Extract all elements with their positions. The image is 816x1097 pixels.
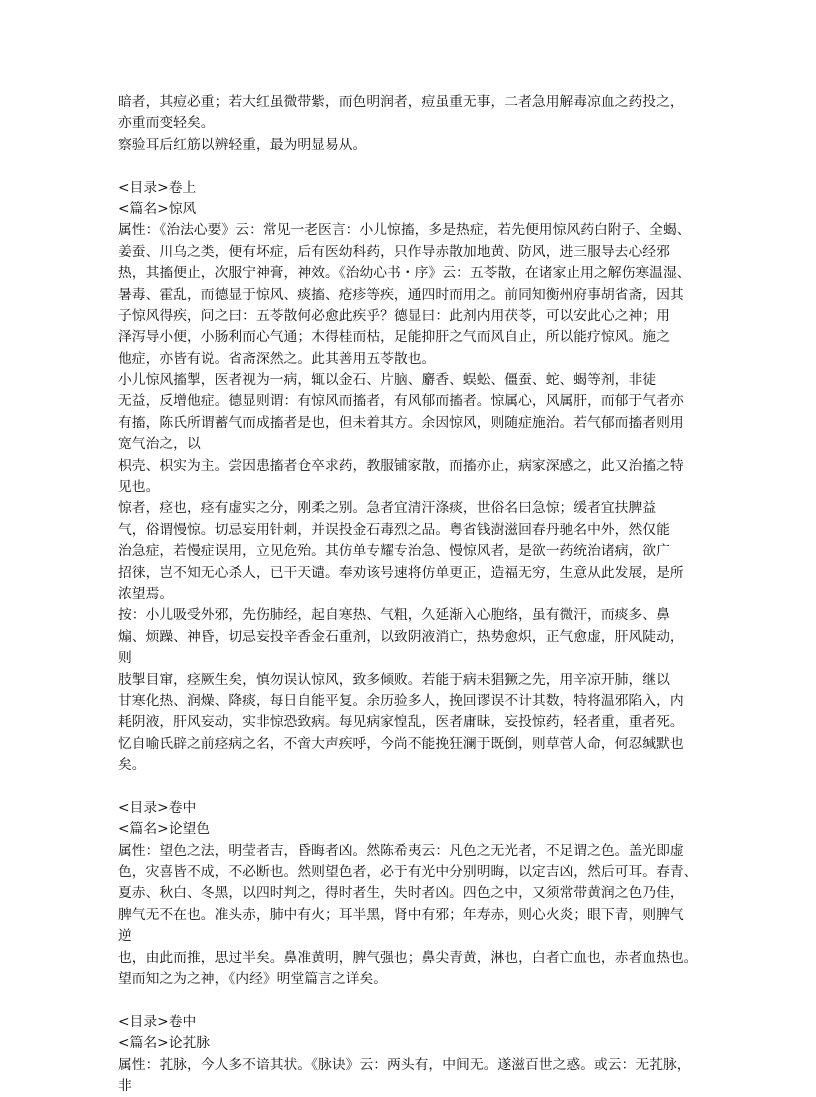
text-line: 脾气无不在也。准头赤，肺中有火；耳半黑，肾中有邪；年寿赤，则心火炎；眼下青，则脾气 — [118, 906, 684, 923]
text-section — [118, 178, 700, 777]
text-line: 忆自喻氏辟之前痉病之名，不啻大声疾呼，今尚不能挽狂澜于既倒，则草菅人命，何忍缄默也 — [118, 735, 684, 752]
text-line: 甘寒化热、润燥、降痰，每日自能平复。余历验多人，挽回谬误不计其数，特将温邪陷入，内 — [118, 692, 684, 709]
text-line: 枳壳、枳实为主。尝因患搐者仓卒求药，教服铺家散，而搐亦止，病家深感之，此又治搐之特 — [118, 457, 684, 474]
text-line: 色，灾喜皆不成，不必断也。然则望色者，必于有光中分别明晦，以定吉凶，然后可耳。春青、 — [118, 864, 698, 881]
text-line: 逆 — [118, 928, 132, 945]
text-line: 治急症，若慢症误用，立见危殆。其仿单专耀专治急、慢惊风者，是欲一药统治诸病，欲广 — [118, 543, 670, 560]
text-line: 望而知之为之神，《内经》明堂篇言之详矣。 — [118, 971, 388, 988]
text-line: <篇名>论芤脉 — [118, 1035, 211, 1052]
text-line: 非 — [118, 1077, 132, 1094]
text-line: 也，由此而推，思过半矣。鼻准黄明，脾气强也；鼻尖青黄，淋也，白者亡血也，赤者血热也。 — [118, 949, 698, 966]
text-section — [118, 798, 700, 991]
text-line: <目录>卷上 — [118, 179, 197, 196]
text-line: 按：小儿吸受外邪，先伤肺经，起自寒热、气粗，久延渐入心胞络，虽有微汗，而痰多、鼻 — [118, 607, 670, 624]
text-line: <目录>卷中 — [118, 799, 197, 816]
text-line: 有搐，陈氏所谓蓄气而成搐者是也，但未着其方。余因惊风，则随症施治。若气郁而搐者则用 — [118, 414, 684, 431]
text-line: 耗阴液，肝风妄动，实非惊恐致病。每见病家惶乱，医者庸昧，妄投惊药，轻者重，重者死。 — [118, 714, 684, 731]
document-body — [118, 92, 700, 1097]
text-line: 亦重而变轻矣。 — [118, 115, 215, 132]
text-line: 热，其搐便止，次服宁神膏，神效。《治幼心书・序》云：五苓散，在诸家止用之解伤寒温湿、 — [118, 265, 691, 282]
text-line: 肢掣目窜，痉厥生矣，慎勿误认惊风，致多倾败。若能于病未猖獗之先，用辛凉开肺，继以 — [118, 671, 670, 688]
text-line: 夏赤、秋白、冬黑，以四时判之，得时者生，失时者凶。四色之中，又须常带黄润之色乃佳， — [118, 885, 684, 902]
text-line: 无益，反增他症。德显则谓：有惊风而搐者，有风郁而搐者。惊属心，风属肝，而郁于气者亦 — [118, 393, 684, 410]
text-line: 宽气治之，以 — [118, 436, 201, 453]
text-section — [118, 92, 700, 156]
text-line: 煽、烦躁、神昏，切忌妄投辛香金石重剂，以致阴液消亡，热势愈炽，正气愈虚，肝风陡动， — [118, 628, 684, 645]
section-spacer — [118, 156, 700, 177]
text-section — [118, 1012, 700, 1097]
text-line: 见也。 — [118, 479, 160, 496]
text-line: 暑毒、霍乱，而德显于惊风、痰搐、疮疹等疾，通四时而用之。前同知衡州府事胡省斋，因其 — [118, 286, 684, 303]
section-spacer — [118, 990, 700, 1011]
text-line: 姜蚕、川乌之类，便有坏症，后有医幼科药，只作导赤散加地黄、防风，进三服导去心经邪 — [118, 243, 670, 260]
text-line: 察验耳后红筋以辨轻重，最为明显易从。 — [118, 136, 367, 153]
text-line: 子惊风得疾，问之曰：五苓散何必愈此疾乎？德显曰：此剂内用茯苓，可以安此心之神；用 — [118, 307, 670, 324]
text-line: <目录>卷中 — [118, 1013, 197, 1030]
text-line: 招徕，岂不知无心杀人，已干天谴。奉劝该号速将仿单更正，造福无穷，生意从此发展，是所 — [118, 564, 684, 581]
text-line: 属性：望色之法，明莹者吉，昏晦者凶。然陈希夷云：凡色之无光者，不足谓之色。盖光即虚 — [118, 842, 684, 859]
text-line: 属性：芤脉，今人多不谙其状。《脉诀》云：两头有，中间无。遂滋百世之惑。或云：无芤脉， — [118, 1056, 691, 1073]
text-line: 小儿惊风搐掣，医者视为一病，辄以金石、片脑、麝香、蜈蚣、僵蚕、蛇、蝎等剂，非徒 — [118, 372, 657, 389]
text-line: 泽泻导小便，小肠利而心气通；木得桂而枯，足能抑肝之气而风自止，所以能疗惊风。施之 — [118, 329, 670, 346]
text-line: 暗者，其痘必重；若大红虽微带紫，而色明润者，痘虽重无事，二者急用解毒凉血之药投之， — [118, 94, 684, 110]
text-line: 浓望焉。 — [118, 585, 174, 602]
section-spacer — [118, 777, 700, 798]
text-line: 他症，亦皆有说。省斋深然之。此其善用五苓散也。 — [118, 350, 436, 367]
text-line: <篇名>惊风 — [118, 200, 197, 217]
text-line: 属性：《治法心要》云：常见一老医言：小儿惊搐，多是热症，若先便用惊风药白附子、全蝎、 — [118, 222, 691, 239]
text-line: 矣。 — [118, 757, 146, 774]
text-line: <篇名>论望色 — [118, 821, 211, 838]
text-line: 则 — [118, 650, 132, 667]
text-line: 气，俗谓慢惊。切忌妄用针刺，并误投金石毒烈之品。粤省钱澍滋回春丹驰名中外，然仅能 — [118, 521, 670, 538]
text-line: 惊者，痉也，痉有虚实之分，刚柔之别。急者宜清汗涤痰，世俗名曰急惊；缓者宜扶脾益 — [118, 500, 657, 517]
